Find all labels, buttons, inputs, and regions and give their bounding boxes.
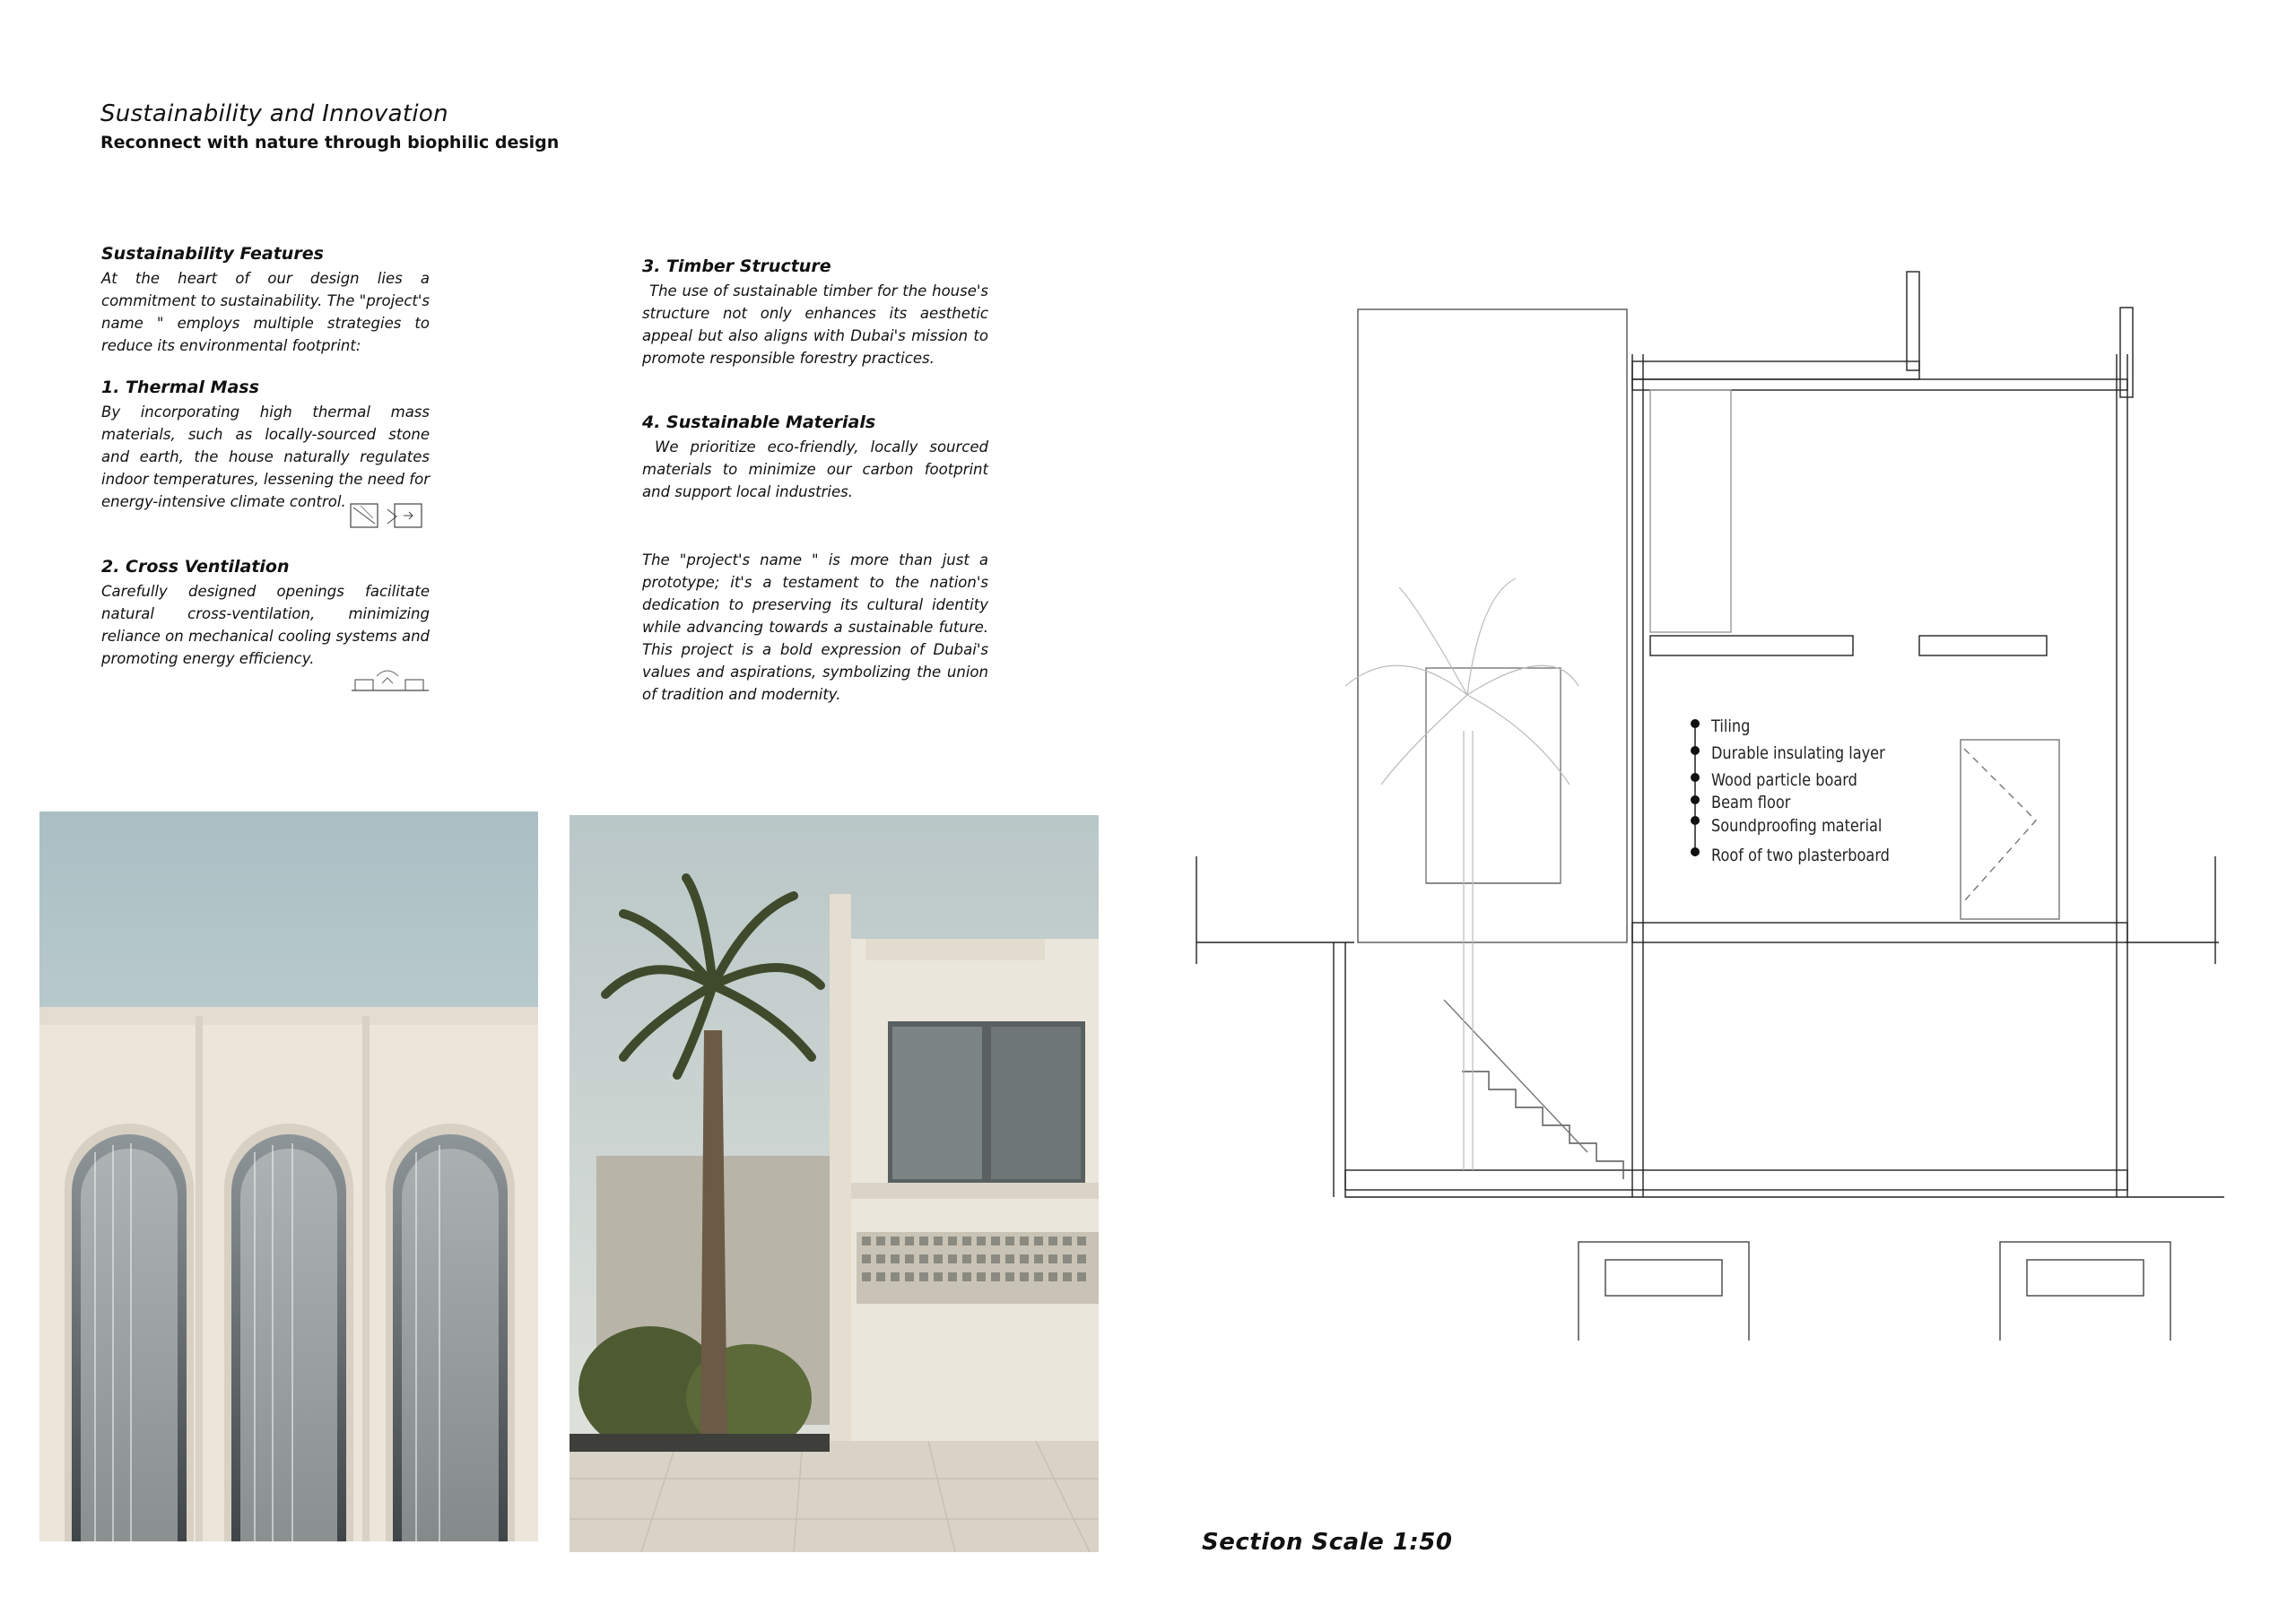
closing-text: The "project's name " is more than just a prototype; it's a testament to the nation's dedication to preserving its cultural identity while advancing towards a sustainable future. This project is a bold expression of Dubai's values and aspirations, symbolizing the union of tradition and modernity.: [642, 551, 988, 703]
thermal-mass-block: [101, 378, 430, 513]
features-heading: Sustainability Features: [101, 244, 324, 264]
courtyard-palm-render: [570, 815, 1099, 1552]
thermal-text: By incorporating high thermal mass materials, such as locally-sourced stone and earth, the house naturally regulates indoor temperatures, lessening the need for energy-intensive climate control.: [101, 404, 430, 510]
materials-text: We prioritize eco-friendly, locally sourced materials to minimize our carbon footprint and support local industries.: [642, 438, 988, 500]
features-intro: At the heart of our design lies a commitment to sustainability. The "project's name " employs multiple strategies to reduce its environmental footprint:: [101, 270, 430, 354]
thermal-heading: 1. Thermal Mass: [101, 378, 259, 397]
legend-item: Roof of two plasterboard: [1711, 846, 1890, 865]
legend-item: Soundproofing material: [1711, 816, 1883, 836]
timber-text: The use of sustainable timber for the house's structure not only enhances its aesthetic appeal but also aligns with Dubai's mission to promote responsible forestry practices.: [642, 282, 988, 367]
cross-ventilation-diagram-icon: [350, 664, 430, 696]
legend-item: Durable insulating layer: [1711, 743, 1885, 763]
features-intro-block: [101, 244, 430, 357]
legend-item: Beam floor: [1711, 793, 1791, 812]
cross-ventilation-block: [101, 557, 430, 670]
section-drawing: [1193, 265, 2224, 1341]
section-caption: Section Scale 1:50: [1202, 1529, 1453, 1556]
ventilation-text: Carefully designed openings facilitate natural cross-ventilation, minimizing reliance on mechanical cooling systems and promoting energy efficiency.: [101, 583, 430, 667]
ventilation-heading: 2. Cross Ventilation: [101, 557, 290, 577]
timber-heading: 3. Timber Structure: [642, 256, 831, 276]
page-subtitle: Reconnect with nature through biophilic design: [100, 133, 560, 152]
timber-block: [642, 256, 988, 369]
arch-window: [224, 1124, 353, 1541]
legend-item: Tiling: [1711, 716, 1751, 736]
arch-window: [386, 1124, 515, 1541]
materials-heading: 4. Sustainable Materials: [642, 412, 876, 432]
legend-item: Wood particle board: [1711, 770, 1857, 790]
page-title: Sustainability and Innovation: [100, 100, 448, 127]
materials-block: [642, 412, 988, 503]
lattice-screen: [857, 1232, 1099, 1304]
closing-block: [642, 549, 988, 706]
arch-window: [65, 1124, 194, 1541]
palm-outline-icon: [1345, 578, 1578, 1170]
arched-facade-render: [39, 812, 538, 1541]
thermal-mass-diagram-icon: [348, 499, 429, 534]
